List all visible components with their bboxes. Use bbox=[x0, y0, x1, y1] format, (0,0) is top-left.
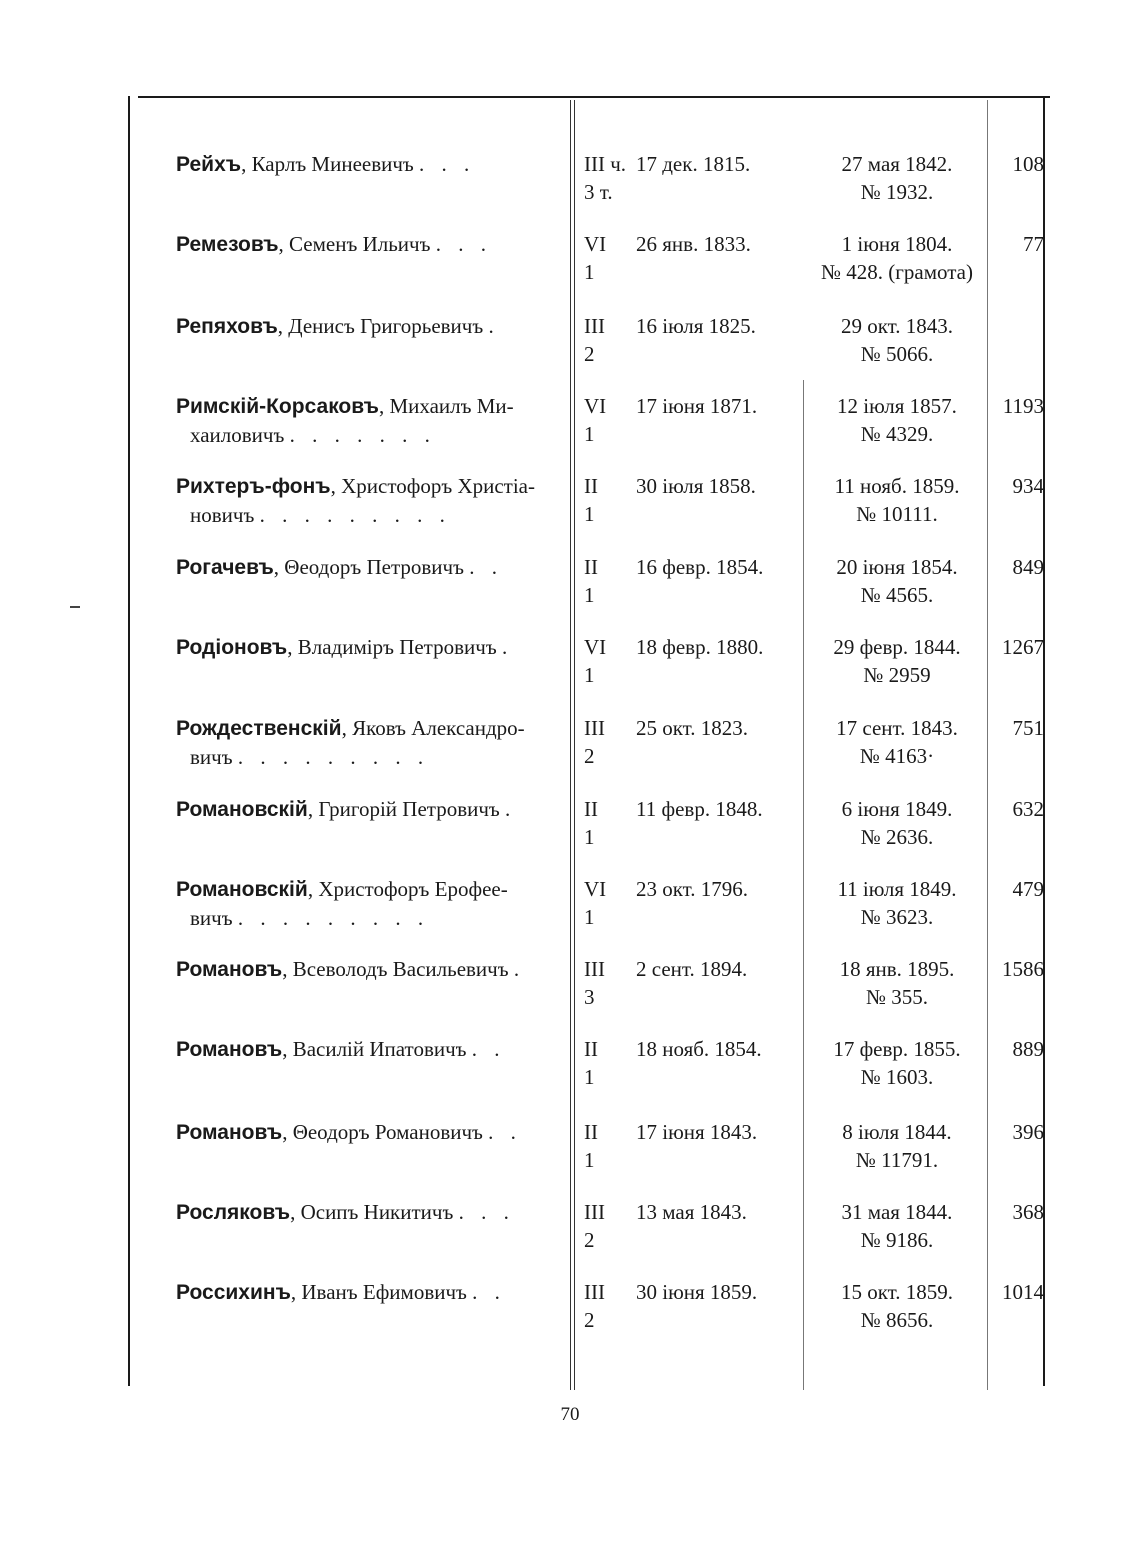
given-names: , Осипъ Никитичъ bbox=[290, 1200, 454, 1224]
class-rank-line-1: II bbox=[584, 1120, 598, 1144]
surname: Романовскій bbox=[176, 878, 308, 901]
class-rank-line-2: 2 bbox=[584, 744, 595, 768]
person-name bbox=[176, 1278, 558, 1307]
register-number: 889 bbox=[1012, 1037, 1044, 1061]
award-date-line: 27 мая 1842. bbox=[841, 152, 953, 176]
name-line-2 bbox=[176, 743, 558, 771]
name-line-1 bbox=[176, 230, 558, 259]
award-date bbox=[808, 875, 986, 931]
leader-dots: . bbox=[488, 314, 500, 338]
leader-dots: . . . . . . . . . bbox=[237, 906, 430, 930]
register-number: 77 bbox=[1023, 232, 1044, 256]
person-name bbox=[176, 472, 558, 529]
table-row bbox=[0, 955, 1140, 1035]
award-date bbox=[808, 633, 986, 689]
page-number: 70 bbox=[560, 1404, 580, 1425]
given-names: , Денисъ Григорьевичъ bbox=[277, 314, 484, 338]
award-date-line: 8 іюля 1844. bbox=[842, 1120, 952, 1144]
table-row bbox=[0, 1035, 1140, 1115]
birth-date: 18 нояб. 1854. bbox=[636, 1037, 762, 1061]
birth-date: 11 февр. 1848. bbox=[636, 797, 763, 821]
class-rank-line-2: 2 bbox=[584, 342, 595, 366]
award-date bbox=[808, 472, 986, 528]
leader-dots: . bbox=[505, 797, 517, 821]
table-top-rule bbox=[138, 96, 1050, 98]
register-number: 1267 bbox=[1002, 635, 1044, 659]
person-name bbox=[176, 1035, 558, 1064]
birth-date: 25 окт. 1823. bbox=[636, 716, 749, 740]
table-row bbox=[0, 795, 1140, 875]
register-number: 1586 bbox=[1002, 957, 1044, 981]
leader-dots: . . . bbox=[419, 152, 476, 176]
class-rank bbox=[584, 230, 636, 286]
birth-date: 17 іюня 1871. bbox=[636, 394, 758, 418]
leader-dots: . . . . . . . . . bbox=[259, 503, 451, 527]
class-rank bbox=[584, 553, 636, 609]
person-name bbox=[176, 150, 558, 179]
name-line-1 bbox=[176, 875, 558, 904]
award-date-line: 29 окт. 1843. bbox=[840, 314, 954, 338]
name-line-1 bbox=[176, 714, 558, 743]
surname: Ремезовъ bbox=[176, 233, 279, 256]
person-name bbox=[176, 553, 558, 582]
class-rank-line-2: 3 т. bbox=[584, 180, 613, 204]
given-names-continued: вичъ bbox=[190, 745, 233, 769]
award-date bbox=[808, 230, 986, 286]
person-name bbox=[176, 795, 558, 824]
leader-dots: . . . bbox=[458, 1200, 515, 1224]
surname: Романовъ bbox=[176, 1121, 283, 1144]
class-rank-line-1: II bbox=[584, 555, 598, 579]
table-row bbox=[0, 1118, 1140, 1198]
award-document-number: № 4329. bbox=[860, 422, 934, 446]
class-rank-line-1: II bbox=[584, 797, 598, 821]
person-name bbox=[176, 230, 558, 259]
class-rank bbox=[584, 472, 636, 528]
class-rank-line-2: 1 bbox=[584, 825, 595, 849]
given-names: , Владиміръ Петровичъ bbox=[287, 635, 497, 659]
class-rank-line-1: VI bbox=[584, 877, 607, 901]
award-document-number: № 1603. bbox=[860, 1065, 934, 1089]
table-row bbox=[0, 230, 1140, 310]
given-names: , Яковъ Александро- bbox=[341, 716, 525, 740]
award-date bbox=[808, 553, 986, 609]
table-row bbox=[0, 312, 1140, 392]
award-document-number: № 1932. bbox=[860, 180, 934, 204]
class-rank-line-2: 1 bbox=[584, 260, 595, 284]
leader-dots: . . bbox=[472, 1280, 506, 1304]
class-rank-line-2: 1 bbox=[584, 663, 595, 687]
register-number: 479 bbox=[1012, 877, 1044, 901]
award-date-line: 6 іюня 1849. bbox=[841, 797, 953, 821]
leader-dots: . . bbox=[469, 555, 503, 579]
table-row bbox=[0, 875, 1140, 955]
table-row bbox=[0, 1198, 1140, 1278]
award-document-number: № 428. (грамота) bbox=[821, 260, 973, 284]
award-document-number: № 2959 bbox=[863, 663, 931, 687]
name-line-1 bbox=[176, 392, 558, 421]
birth-date: 18 февр. 1880. bbox=[636, 635, 764, 659]
class-rank-line-2: 1 bbox=[584, 905, 595, 929]
award-date bbox=[808, 392, 986, 448]
class-rank bbox=[584, 795, 636, 851]
class-rank-line-1: II bbox=[584, 474, 598, 498]
surname: Росляковъ bbox=[176, 1201, 291, 1224]
person-name bbox=[176, 955, 558, 984]
class-rank-line-1: III bbox=[584, 1280, 605, 1304]
name-line-1 bbox=[176, 553, 558, 582]
award-date bbox=[808, 955, 986, 1011]
award-document-number: № 3623. bbox=[860, 905, 934, 929]
award-document-number: № 2636. bbox=[860, 825, 934, 849]
register-number: 396 bbox=[1012, 1120, 1044, 1144]
name-line-1 bbox=[176, 1198, 558, 1227]
award-document-number: № 9186. bbox=[860, 1228, 934, 1252]
register-number: 751 bbox=[1012, 716, 1044, 740]
name-line-1 bbox=[176, 150, 558, 179]
table-row bbox=[0, 633, 1140, 713]
person-name bbox=[176, 312, 558, 341]
class-rank-line-2: 1 bbox=[584, 1148, 595, 1172]
award-date-line: 1 іюня 1804. bbox=[841, 232, 953, 256]
award-date-line: 17 февр. 1855. bbox=[833, 1037, 961, 1061]
award-date bbox=[808, 1198, 986, 1254]
birth-date: 30 іюня 1859. bbox=[636, 1280, 758, 1304]
name-line-1 bbox=[176, 1278, 558, 1307]
surname: Рейхъ bbox=[176, 153, 242, 176]
class-rank bbox=[584, 955, 636, 1011]
class-rank-line-1: III bbox=[584, 314, 605, 338]
given-names: , Карлъ Минеевичъ bbox=[241, 152, 414, 176]
register-number: 632 bbox=[1012, 797, 1044, 821]
name-line-1 bbox=[176, 312, 558, 341]
leader-dots: . bbox=[513, 957, 526, 981]
class-rank bbox=[584, 1198, 636, 1254]
surname: Родіоновъ bbox=[176, 636, 288, 659]
award-date-line: 20 іюня 1854. bbox=[836, 555, 958, 579]
given-names: , Семенъ Ильичъ bbox=[278, 232, 431, 256]
award-date-line: 12 іюля 1857. bbox=[837, 394, 957, 418]
class-rank-line-2: 2 bbox=[584, 1308, 595, 1332]
birth-date: 16 іюля 1825. bbox=[636, 314, 756, 338]
class-rank bbox=[584, 875, 636, 931]
class-rank bbox=[584, 633, 636, 689]
register-number: 849 bbox=[1012, 555, 1044, 579]
class-rank-line-1: III bbox=[584, 957, 605, 981]
award-date-line: 18 янв. 1895. bbox=[839, 957, 955, 981]
table-row bbox=[0, 714, 1140, 794]
leader-dots: . . bbox=[488, 1120, 522, 1144]
class-rank-line-1: III ч. bbox=[584, 152, 627, 176]
leader-dots: . . bbox=[471, 1037, 506, 1061]
class-rank-line-1: VI bbox=[584, 232, 607, 256]
award-date-line: 11 нояб. 1859. bbox=[834, 474, 960, 498]
surname: Рогачевъ bbox=[176, 556, 274, 579]
class-rank-line-2: 1 bbox=[584, 1065, 595, 1089]
award-document-number: № 11791. bbox=[855, 1148, 939, 1172]
class-rank bbox=[584, 1118, 636, 1174]
award-date bbox=[808, 795, 986, 851]
class-rank-line-1: VI bbox=[584, 394, 607, 418]
award-document-number: № 4163· bbox=[859, 744, 935, 768]
given-names: , Θеодоръ Петровичъ bbox=[273, 555, 464, 579]
class-rank-line-1: III bbox=[584, 716, 605, 740]
award-date-line: 17 сент. 1843. bbox=[836, 716, 958, 740]
table-row bbox=[0, 150, 1140, 230]
table-row bbox=[0, 553, 1140, 633]
class-rank bbox=[584, 1035, 636, 1091]
class-rank-line-1: VI bbox=[584, 635, 607, 659]
birth-date: 17 дек. 1815. bbox=[636, 152, 751, 176]
given-names: , Михаилъ Ми- bbox=[378, 394, 514, 418]
award-date bbox=[808, 312, 986, 368]
table-row bbox=[0, 1278, 1140, 1358]
given-names-continued: вичъ bbox=[190, 906, 233, 930]
class-rank-line-1: II bbox=[584, 1037, 598, 1061]
surname: Римскій-Корсаковъ bbox=[176, 395, 379, 418]
name-line-1 bbox=[176, 472, 558, 501]
surname: Романовскій bbox=[176, 798, 308, 821]
class-rank-line-2: 1 bbox=[584, 502, 595, 526]
leader-dots: . . . . . . . bbox=[289, 423, 436, 447]
given-names: , Василій Ипатовичъ bbox=[282, 1037, 467, 1061]
name-line-1 bbox=[176, 795, 558, 824]
surname: Репяховъ bbox=[176, 315, 278, 338]
name-line-1 bbox=[176, 1118, 558, 1147]
class-rank-line-2: 1 bbox=[584, 422, 595, 446]
award-date bbox=[808, 1035, 986, 1091]
given-names: , Иванъ Ефимовичъ bbox=[290, 1280, 467, 1304]
class-rank bbox=[584, 312, 636, 368]
person-name bbox=[176, 392, 558, 449]
award-document-number: № 5066. bbox=[860, 342, 934, 366]
award-date bbox=[808, 1278, 986, 1334]
class-rank bbox=[584, 150, 636, 206]
given-names: , Θеодоръ Романовичъ bbox=[282, 1120, 483, 1144]
birth-date: 30 іюля 1858. bbox=[636, 474, 756, 498]
award-document-number: № 10111. bbox=[856, 502, 938, 526]
name-line-2 bbox=[176, 421, 558, 449]
class-rank bbox=[584, 392, 636, 448]
given-names: , Всеволодъ Васильевичъ bbox=[282, 957, 509, 981]
award-document-number: № 4565. bbox=[860, 583, 934, 607]
leader-dots: . . . bbox=[435, 232, 492, 256]
table-row bbox=[0, 392, 1140, 472]
surname: Романовъ bbox=[176, 1038, 283, 1061]
register-number: 934 bbox=[1012, 474, 1044, 498]
table-row bbox=[0, 472, 1140, 552]
birth-date: 16 февр. 1854. bbox=[636, 555, 764, 579]
person-name bbox=[176, 633, 558, 662]
surname: Россихинъ bbox=[176, 1281, 291, 1304]
name-line-1 bbox=[176, 633, 558, 662]
register-number: 368 bbox=[1012, 1200, 1044, 1224]
surname: Рихтеръ-фонъ bbox=[176, 475, 331, 498]
class-rank-line-2: 3 bbox=[584, 985, 595, 1009]
register-number: 1193 bbox=[1002, 394, 1044, 418]
award-date-line: 11 іюля 1849. bbox=[837, 877, 957, 901]
name-line-1 bbox=[176, 955, 558, 984]
class-rank-line-1: III bbox=[584, 1200, 605, 1224]
class-rank-line-2: 1 bbox=[584, 583, 595, 607]
class-rank-line-2: 2 bbox=[584, 1228, 595, 1252]
birth-date: 2 сент. 1894. bbox=[636, 957, 748, 981]
given-names-continued: новичъ bbox=[190, 503, 255, 527]
leader-dots: . bbox=[501, 635, 514, 659]
register-number: 108 bbox=[1012, 152, 1044, 176]
award-date bbox=[808, 1118, 986, 1174]
person-name bbox=[176, 1118, 558, 1147]
given-names-continued: хаиловичъ bbox=[190, 423, 285, 447]
given-names: , Григорій Петровичъ bbox=[307, 797, 500, 821]
birth-date: 13 мая 1843. bbox=[636, 1200, 747, 1224]
leader-dots: . . . . . . . . . bbox=[237, 745, 430, 769]
name-line-1 bbox=[176, 1035, 558, 1064]
class-rank bbox=[584, 714, 636, 770]
person-name bbox=[176, 1198, 558, 1227]
class-rank bbox=[584, 1278, 636, 1334]
register-number: 1014 bbox=[1002, 1280, 1044, 1304]
award-date-line: 15 окт. 1859. bbox=[840, 1280, 954, 1304]
surname: Рождественскій bbox=[176, 717, 342, 740]
given-names: , Христофоръ Ерофее- bbox=[307, 877, 508, 901]
person-name bbox=[176, 714, 558, 771]
birth-date: 26 янв. 1833. bbox=[636, 232, 751, 256]
person-name bbox=[176, 875, 558, 932]
award-date bbox=[808, 714, 986, 770]
surname: Романовъ bbox=[176, 958, 283, 981]
award-document-number: № 355. bbox=[865, 985, 929, 1009]
name-line-2 bbox=[176, 501, 558, 529]
birth-date: 23 окт. 1796. bbox=[636, 877, 749, 901]
birth-date: 17 іюня 1843. bbox=[636, 1120, 758, 1144]
award-date-line: 29 февр. 1844. bbox=[833, 635, 961, 659]
award-date bbox=[808, 150, 986, 206]
award-date-line: 31 мая 1844. bbox=[841, 1200, 953, 1224]
award-document-number: № 8656. bbox=[860, 1308, 934, 1332]
name-line-2 bbox=[176, 904, 558, 932]
given-names: , Христофоръ Христіа- bbox=[330, 474, 536, 498]
